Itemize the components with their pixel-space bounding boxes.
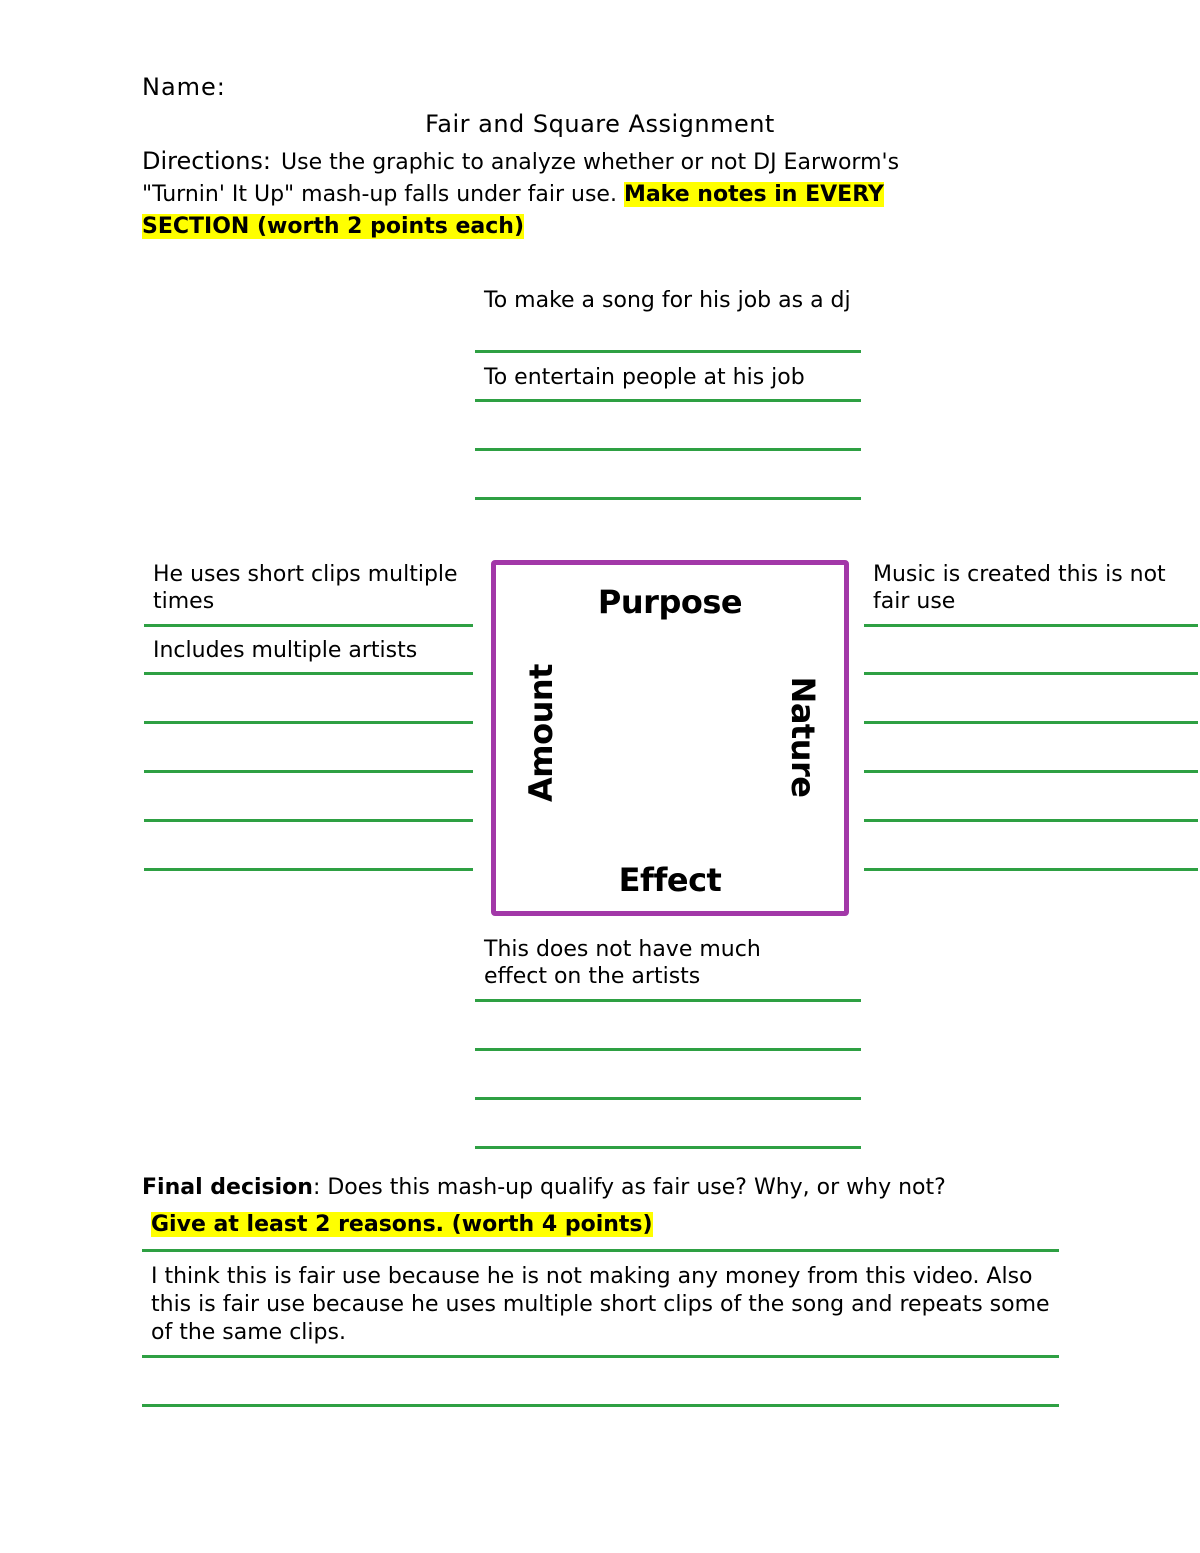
effect-note-1[interactable]: This does not have much effect on the artists bbox=[484, 937, 761, 989]
purpose-line-4 bbox=[475, 497, 861, 500]
effect-line-3 bbox=[475, 1097, 861, 1100]
effect-line-1 bbox=[475, 999, 861, 1002]
name-label: Name: bbox=[142, 73, 226, 101]
amount-line-1 bbox=[144, 624, 473, 627]
effect-line-4 bbox=[475, 1146, 861, 1149]
nature-line-5 bbox=[864, 819, 1198, 822]
purpose-label: Purpose bbox=[597, 583, 743, 621]
amount-note-2[interactable]: Includes multiple artists bbox=[153, 638, 418, 663]
final-label: Final decision bbox=[142, 1175, 313, 1200]
nature-line-2 bbox=[864, 672, 1198, 675]
directions-label: Directions: bbox=[142, 147, 272, 175]
directions-highlight: Make notes in EVERY SECTION (worth 2 points each) bbox=[142, 182, 884, 239]
amount-line-6 bbox=[144, 868, 473, 871]
amount-note-1[interactable]: He uses short clips multiple times bbox=[153, 562, 458, 614]
final-question bbox=[142, 1175, 946, 1200]
final-line-1 bbox=[142, 1249, 1059, 1252]
directions bbox=[142, 145, 972, 243]
nature-line-3 bbox=[864, 721, 1198, 724]
purpose-line-3 bbox=[475, 448, 861, 451]
effect-label: Effect bbox=[618, 861, 722, 899]
amount-line-4 bbox=[144, 770, 473, 773]
final-line-2 bbox=[142, 1355, 1059, 1358]
amount-line-3 bbox=[144, 721, 473, 724]
amount-label: Amount bbox=[522, 664, 560, 802]
final-answer[interactable]: I think this is fair use because he is not making any money from this video. Also this is fair use because he uses multiple short clips of the song and repeats some of the same clips. bbox=[151, 1264, 1050, 1345]
effect-line-2 bbox=[475, 1048, 861, 1051]
final-question-text: : Does this mash-up qualify as fair use? Why, or why not? bbox=[312, 1175, 946, 1200]
amount-line-2 bbox=[144, 672, 473, 675]
purpose-note-1[interactable]: To make a song for his job as a dj bbox=[484, 288, 851, 313]
fair-use-square bbox=[491, 560, 849, 916]
final-line-3 bbox=[142, 1404, 1059, 1407]
nature-line-6 bbox=[864, 868, 1198, 871]
purpose-note-2[interactable]: To entertain people at his job bbox=[484, 365, 805, 390]
purpose-line-1 bbox=[475, 350, 861, 353]
nature-line-1 bbox=[864, 624, 1198, 627]
nature-line-4 bbox=[864, 770, 1198, 773]
nature-label: Nature bbox=[784, 676, 822, 798]
directions-text: Use the graphic to analyze whether or not DJ Earworm's "Turnin' It Up" mash-up falls under fair use. bbox=[142, 150, 900, 207]
amount-line-5 bbox=[144, 819, 473, 822]
page-title: Fair and Square Assignment bbox=[425, 110, 775, 138]
purpose-line-2 bbox=[475, 399, 861, 402]
final-instruction: Give at least 2 reasons. (worth 4 points) bbox=[151, 1212, 653, 1237]
nature-note-1[interactable]: Music is created this is not fair use bbox=[873, 562, 1166, 614]
